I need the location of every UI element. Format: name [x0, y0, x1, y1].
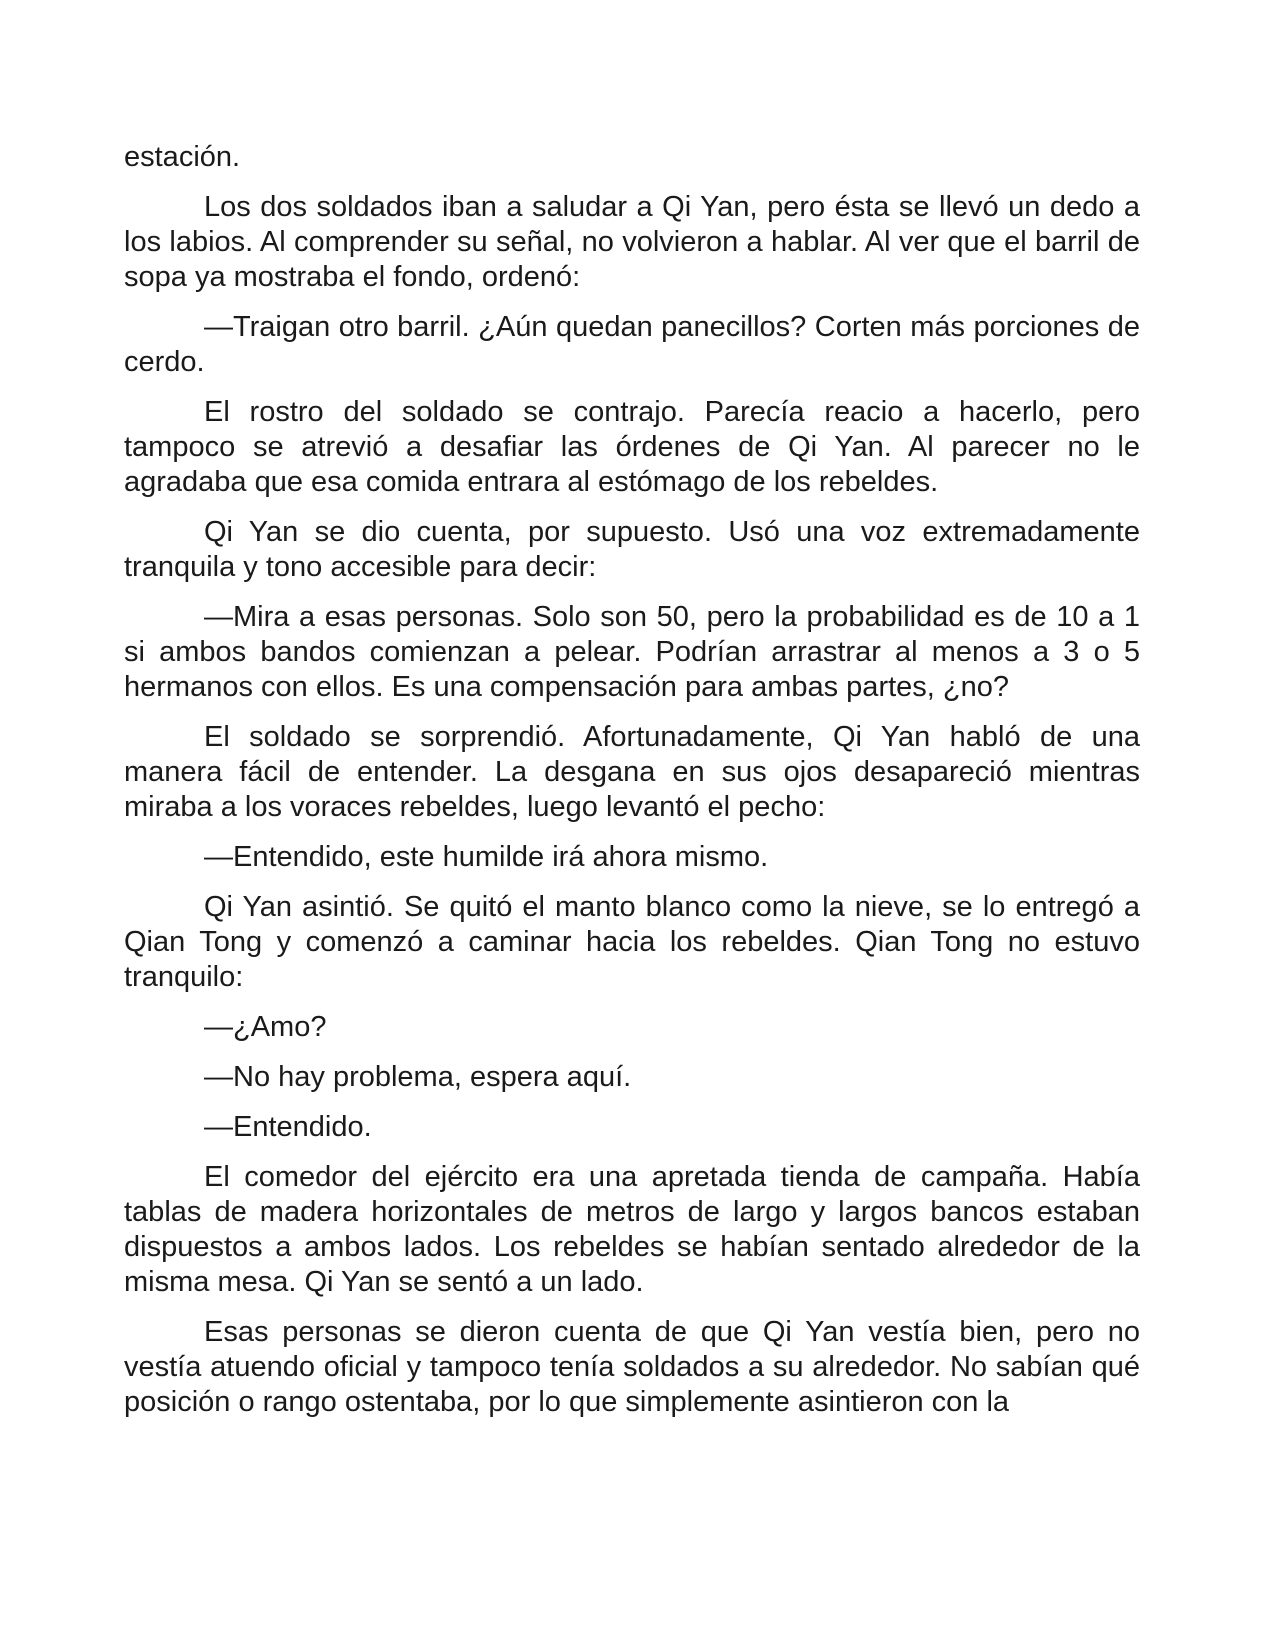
paragraph-4: El rostro del soldado se contrajo. Parecía reacio a hacerlo, pero tampoco se atrevió a desafiar las órdenes de Qi Yan. Al parecer no le agradaba que esa comida entrara al estómago de los rebeldes.	[124, 396, 1140, 498]
paragraph-5: Qi Yan se dio cuenta, por supuesto. Usó una voz extremadamente tranquila y tono accesible para decir:	[124, 516, 1140, 583]
paragraph-10: —¿Amo?	[204, 1011, 327, 1043]
paragraph-7: El soldado se sorprendió. Afortunadamente, Qi Yan habló de una manera fácil de entender. La desgana en sus ojos desapareció mientras miraba a los voraces rebeldes, luego levantó el pecho:	[124, 721, 1140, 823]
paragraph-8: —Entendido, este humilde irá ahora mismo.	[204, 841, 769, 873]
paragraph-3: —Traigan otro barril. ¿Aún quedan panecillos? Corten más porciones de cerdo.	[124, 311, 1140, 378]
paragraph-1: estación.	[124, 141, 241, 173]
document-page	[124, 140, 1140, 1420]
paragraph-2: Los dos soldados iban a saludar a Qi Yan, pero ésta se llevó un dedo a los labios. Al comprender su señal, no volvieron a hablar. Al ver que el barril de sopa ya mostraba el fondo, ordenó:	[124, 191, 1140, 293]
paragraph-12: —Entendido.	[204, 1111, 372, 1143]
paragraph-6: —Mira a esas personas. Solo son 50, pero la probabilidad es de 10 a 1 si ambos bandos comienzan a pelear. Podrían arrastrar al menos a 3 o 5 hermanos con ellos. Es una compensación para ambas partes, ¿no?	[124, 601, 1140, 703]
paragraph-9: Qi Yan asintió. Se quitó el manto blanco como la nieve, se lo entregó a Qian Tong y comenzó a caminar hacia los rebeldes. Qian Tong no estuvo tranquilo:	[124, 891, 1140, 993]
paragraph-11: —No hay problema, espera aquí.	[204, 1061, 632, 1093]
paragraph-13: El comedor del ejército era una apretada tienda de campaña. Había tablas de madera horizontales de metros de largo y largos bancos estaban dispuestos a ambos lados. Los rebeldes se habían sentado alrededor de la misma mesa. Qi Yan se sentó a un lado.	[124, 1161, 1140, 1298]
paragraph-14: Esas personas se dieron cuenta de que Qi Yan vestía bien, pero no vestía atuendo oficial y tampoco tenía soldados a su alrededor. No sabían qué posición o rango ostentaba, por lo que simplemente asintieron con la	[124, 1316, 1140, 1418]
